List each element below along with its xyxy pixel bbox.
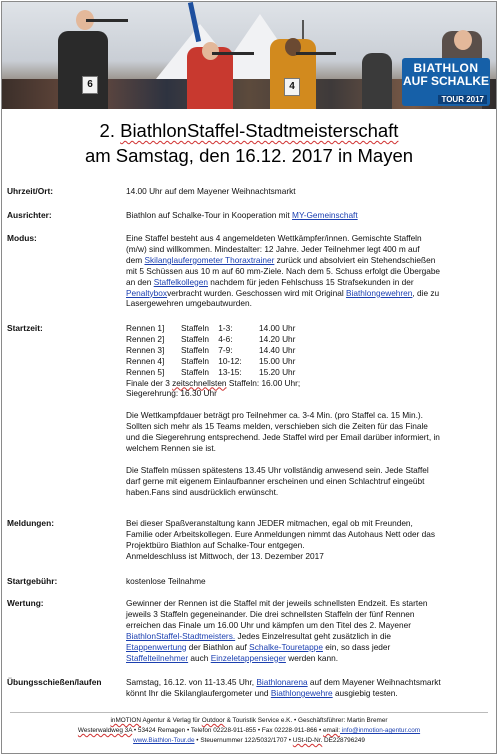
final-line xyxy=(126,378,494,389)
underlined-term[interactable]: Biathlongewehren xyxy=(345,287,413,298)
footer-text: • 53424 Remagen • Telefon 02228-911-855 • Fax 02228-911-866 • xyxy=(132,727,323,734)
race-time: 14.40 Uhr xyxy=(259,344,296,355)
footer xyxy=(2,716,496,746)
my-gemeinschaft-link[interactable]: MY-Gemeinschaft xyxy=(292,210,358,220)
footer-line3 xyxy=(2,736,496,746)
section-label: Startzeit: xyxy=(7,323,43,333)
title-line2: am Samstag, den 16.12. 2017 in Mayen xyxy=(84,145,414,166)
race-time: 14.00 Uhr xyxy=(259,323,296,333)
logo-line1: BIATHLON xyxy=(413,61,479,75)
race-row xyxy=(126,345,494,356)
section-text xyxy=(126,210,494,221)
underlined-term[interactable]: Penaltybox xyxy=(126,287,168,298)
race-row xyxy=(126,356,494,367)
spectator-head xyxy=(454,30,472,50)
race-staffeln: Staffeln 4-6: xyxy=(181,333,233,344)
startzeit-paragraph xyxy=(126,465,494,498)
page-title xyxy=(2,118,496,168)
text-segment: (m/w) sind willkommen. Mindestalter: 12 Jahre. Jeder Teilnehmer legt 400 m auf xyxy=(126,243,420,254)
wertung-text xyxy=(126,598,494,663)
text-segment: auf dem Mayener Weihnachtsmarkt xyxy=(307,677,441,687)
race-name: Rennen 4] xyxy=(126,355,165,366)
race-staffeln: Staffeln 10-12: xyxy=(181,355,242,366)
text-line xyxy=(126,631,494,642)
race-row xyxy=(126,323,494,334)
underlined-term[interactable]: Staffelteilnehmer xyxy=(126,652,189,663)
underlined-term[interactable]: Biathlongewehre xyxy=(270,687,333,698)
text-segment: zurück und absolviert ein Stehendschießen xyxy=(274,254,436,265)
race-time: 15.20 Uhr xyxy=(259,366,296,377)
text-line xyxy=(126,244,494,255)
underlined-term[interactable]: Staffelkollegen xyxy=(153,276,208,287)
modus-text xyxy=(126,233,494,309)
text-line xyxy=(126,421,494,432)
text-segment: welchem Rennen sie ist. xyxy=(126,443,216,454)
text-line xyxy=(126,476,494,487)
underlined-term[interactable]: Biathlonarena xyxy=(256,677,308,687)
text-segment: Bei dieser Spaßveranstaltung kann JEDER mitmachen, egal ob mit Freunden, xyxy=(126,518,413,528)
underlined-term[interactable]: BiathlonStaffel-Stadtmeisters. xyxy=(126,630,236,641)
text-segment: ein, so dass jeder xyxy=(322,641,391,652)
section-label: Meldungen: xyxy=(7,518,54,528)
section-label: Modus: xyxy=(7,233,37,243)
text-line xyxy=(126,298,494,309)
race-staffeln: Staffeln 7-9: xyxy=(181,344,233,355)
race-name: Rennen 3] xyxy=(126,344,165,355)
text-segment: mit 5 Schüssen aus 10 m auf 60 mm-Ziele. Nach dem 5. Schuss erfolgt die Übergabe xyxy=(126,265,441,276)
text-segment: Eine Staffel besteht aus 4 angemeldeten Wettkämpfer/innen. Gemischte Staffeln xyxy=(126,233,422,243)
section-text: kostenlose Teilnahme xyxy=(126,576,206,586)
text-line xyxy=(126,288,494,299)
footer-line2 xyxy=(2,726,496,736)
footer-text: • Steuernummer 122/5032/1707 • xyxy=(194,737,293,744)
text-line xyxy=(126,255,494,266)
text-segment: nachdem für jeden Fehlschuss 15 Strafsekunden in der xyxy=(207,276,414,287)
underlined-term[interactable]: Etappenwertung xyxy=(126,641,187,652)
rifle xyxy=(212,52,254,55)
text-line xyxy=(126,688,494,699)
race-staffeln: Staffeln 13-15: xyxy=(181,366,242,377)
footer-text: Agentur & Verlag für xyxy=(141,717,202,724)
text-line xyxy=(126,620,494,631)
footer-text: Outdoor xyxy=(201,717,225,724)
logo-badge: TOUR 2017 xyxy=(438,95,487,104)
text-line xyxy=(126,529,494,540)
footer-email-link[interactable]: info@inmotion-agentur.com xyxy=(340,727,421,734)
race-name: Rennen 1] xyxy=(126,323,165,333)
logo-line2: AUF SCHALKE xyxy=(403,74,489,88)
underlined-term[interactable]: Schalke-Touretappe xyxy=(249,641,323,652)
text-segment: Jedes Einzelresultat geht zusätzlich in die xyxy=(235,630,392,641)
text-segment: der Biathlon auf xyxy=(186,641,250,652)
text-line xyxy=(126,266,494,277)
text-line xyxy=(126,551,494,562)
bib-number: 4 xyxy=(284,78,300,96)
text-line xyxy=(126,443,494,454)
startzeit-paragraph xyxy=(126,410,494,454)
race-staffeln: Staffeln 1-3: xyxy=(181,323,233,333)
race-row xyxy=(126,334,494,345)
final-suffix: Staffeln: 16.00 Uhr; xyxy=(226,377,301,388)
footer-street: Westerwaldweg 3A xyxy=(77,727,133,734)
bib-number: 6 xyxy=(82,76,98,94)
text-segment: Samstag, 16.12. von 11-13.45 Uhr, xyxy=(126,677,257,687)
text-segment: , die zu xyxy=(412,287,440,298)
footer-line1 xyxy=(2,716,496,726)
race-name: Rennen 5] xyxy=(126,366,165,377)
text-segment: Lasergewehren umgebautwurden. xyxy=(126,298,252,309)
text-line xyxy=(126,277,494,288)
footer-ust-label: USt-ID-Nr. xyxy=(292,737,323,744)
text-segment: Gewinner der Rennen ist die Staffel mit der jeweils schnellsten Endzeit. Es starten xyxy=(126,598,428,608)
race-time: 14.20 Uhr xyxy=(259,333,296,344)
text-line xyxy=(126,642,494,653)
race-list xyxy=(126,323,494,378)
text-line xyxy=(126,465,494,476)
text-segment: an den xyxy=(126,276,154,287)
text-segment: und die Siegerehrung entsprechend. Jede Staffel wird per Email darüber informiert, in xyxy=(126,432,440,443)
text-segment: auch xyxy=(188,652,211,663)
footer-text: DE228796249 xyxy=(322,737,365,744)
biathlon-logo xyxy=(402,58,490,106)
text-segment: Sollten sich mehr als 15 Teams melden, verschieben sich die Zeiten für das Finale xyxy=(126,421,428,432)
meldungen-text xyxy=(126,518,494,562)
text-line xyxy=(126,609,494,620)
uebung-text xyxy=(126,677,494,699)
text-segment: dem xyxy=(126,254,145,265)
title-prefix: 2. xyxy=(99,120,121,141)
footer-divider xyxy=(10,712,488,713)
text-segment: Die Wettkampfdauer beträgt pro Teilnehmer ca. 3-4 Min. (pro Staffel ca. 15 Min.). xyxy=(126,410,423,421)
section-label: Wertung: xyxy=(7,598,44,608)
text-line xyxy=(126,233,494,244)
underlined-term[interactable]: Skilanglaufergometer Thoraxtrainer xyxy=(144,254,275,265)
section-label: Ausrichter: xyxy=(7,210,52,220)
title-underlined: BiathlonStaffel-Stadtmeisterschaft xyxy=(120,120,399,141)
ceremony-line: Siegerehrung: 16.30 Uhr xyxy=(126,388,217,399)
text-line xyxy=(126,598,494,609)
header-photo xyxy=(2,2,496,109)
title-line1 xyxy=(2,118,496,143)
startzeit-text xyxy=(126,323,494,498)
text-segment: könnt Ihr die Skilanglaufergometer und xyxy=(126,687,271,698)
text-line xyxy=(126,677,494,688)
text-line xyxy=(126,410,494,421)
footer-brand: inMOTION xyxy=(110,717,142,724)
section-label: Startgebühr: xyxy=(7,576,58,586)
final-prefix: Finale der 3 xyxy=(126,377,173,388)
athlete xyxy=(58,31,108,109)
rifle xyxy=(86,19,128,22)
text-segment: erreichen das Finale um 16.00 Uhr und kämpfen um den Titel des 2. Mayener xyxy=(126,619,412,630)
text-segment: Anmeldeschluss ist Mittwoch, der 13. Dezember 2017 xyxy=(126,550,324,561)
document-page xyxy=(1,1,497,754)
final-underlined: zeitschnellsten xyxy=(172,377,227,388)
footer-email-label: email: xyxy=(323,727,341,734)
text-segment: Familie oder Arbeitskollegen. Eure Anmeldungen nimmt das Autohaus Nett oder das xyxy=(126,528,436,539)
text-segment: Projektbüro Biathlon auf Schalke-Tour entgegen. xyxy=(126,539,305,550)
text-line xyxy=(126,518,494,529)
text-segment: haben.Fans sind ausdrücklich erwünscht. xyxy=(126,486,279,497)
underlined-term[interactable]: Einzeletappensieger xyxy=(210,652,286,663)
race-row xyxy=(126,367,494,378)
text-segment: Die Staffeln müssen spätestens 13.45 Uhr vollständig anwesend sein. Jede Staffel xyxy=(126,464,429,475)
footer-website-link[interactable]: www.Biathlon-Tour.de xyxy=(133,737,195,744)
text-segment: verbracht wurden. Geschossen wird mit Original xyxy=(167,287,346,298)
text-prefix: Biathlon auf Schalke-Tour in Kooperation mit xyxy=(126,210,293,220)
text-segment: darf gerne mit eigenem Einlaufbanner erscheinen und einen Schlachtruf eingeübt xyxy=(126,475,425,486)
footer-text: & Touristik Service e.K. • Geschäftsführer: Martin Bremer xyxy=(224,717,388,724)
text-line xyxy=(126,540,494,551)
race-time: 15.00 Uhr xyxy=(259,355,296,366)
text-segment: werden kann. xyxy=(285,652,339,663)
rifle xyxy=(296,52,336,55)
athlete-head xyxy=(202,42,219,60)
text-line xyxy=(126,432,494,443)
text-line xyxy=(126,487,494,498)
section-label: Übungsschießen/laufen xyxy=(7,677,102,687)
text-segment: jeweils 3 Staffeln gegeneinander. Die drei schnellsten Staffeln der fünf Rennen xyxy=(126,608,415,619)
text-line xyxy=(126,653,494,664)
section-text: 14.00 Uhr auf dem Mayener Weihnachtsmarkt xyxy=(126,186,296,196)
spectator xyxy=(362,53,392,109)
section-label: Uhrzeit/Ort: xyxy=(7,186,54,196)
text-segment: ausgiebig testen. xyxy=(332,687,398,698)
race-name: Rennen 2] xyxy=(126,333,165,344)
